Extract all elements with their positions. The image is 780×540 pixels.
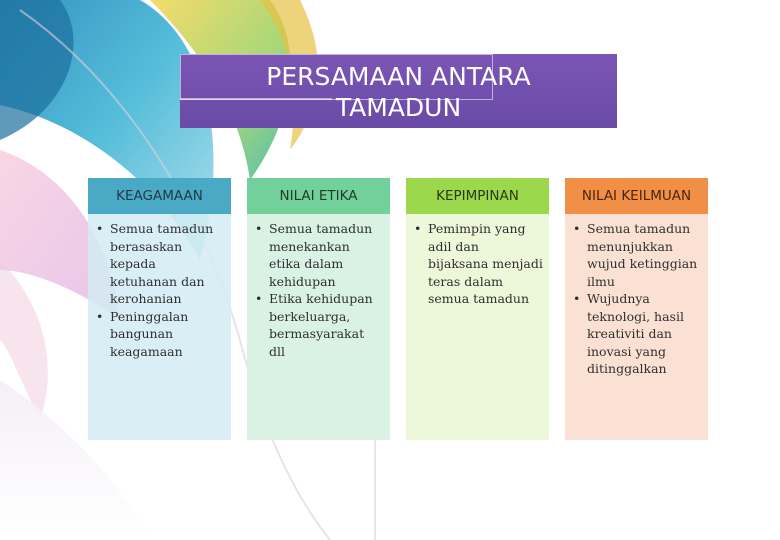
title-line-1: PERSAMAAN ANTARA [266, 62, 531, 91]
bullet-icon: • [96, 221, 104, 236]
list-item: • Semua tamadun berasaskan kepada ketuhanan dan kerohanian [96, 221, 214, 306]
list-item: • Semua tamadun menekankan etika dalam kehidupan [255, 221, 373, 289]
column-heading: NILAI KEILMUAN [565, 178, 708, 214]
list-item: • Wujudnya teknologi, hasil kreativiti dan inovasi yang ditinggalkan [573, 291, 684, 376]
bullet-icon: • [96, 308, 104, 324]
column-nilai-keilmuan [565, 178, 708, 440]
title-frame-bottom [180, 98, 332, 100]
column-heading: KEPIMPINAN [406, 178, 549, 214]
column-body [247, 214, 390, 440]
bullet-icon: • [573, 291, 581, 306]
slide-title [180, 54, 617, 128]
title-frame-top [180, 54, 493, 100]
column-heading: NILAI ETIKA [247, 178, 390, 214]
list-item: • Pemimpin yang adil dan bijaksana menjadi teras dalam semua tamadun [414, 221, 543, 306]
column-nilai-etika [247, 178, 390, 440]
bullet-icon: • [255, 291, 263, 306]
column-heading: KEAGAMAAN [88, 178, 231, 214]
column-keagamaan [88, 178, 231, 440]
list-item: • Semua tamadun menunjukkan wujud ketinggian ilmu [573, 221, 698, 289]
title-line-2: TAMADUN [335, 93, 462, 122]
column-kepimpinan [406, 178, 549, 440]
list-item: • Etika kehidupan berkeluarga, bermasyarakat dll [255, 291, 373, 359]
column-body [565, 214, 708, 440]
bullet-icon: • [414, 221, 422, 236]
column-body [406, 214, 549, 440]
list-item: • Peninggalan bangunan keagamaan [96, 308, 189, 359]
bullet-icon: • [573, 221, 581, 236]
bullet-icon: • [255, 221, 263, 236]
column-body [88, 214, 231, 440]
